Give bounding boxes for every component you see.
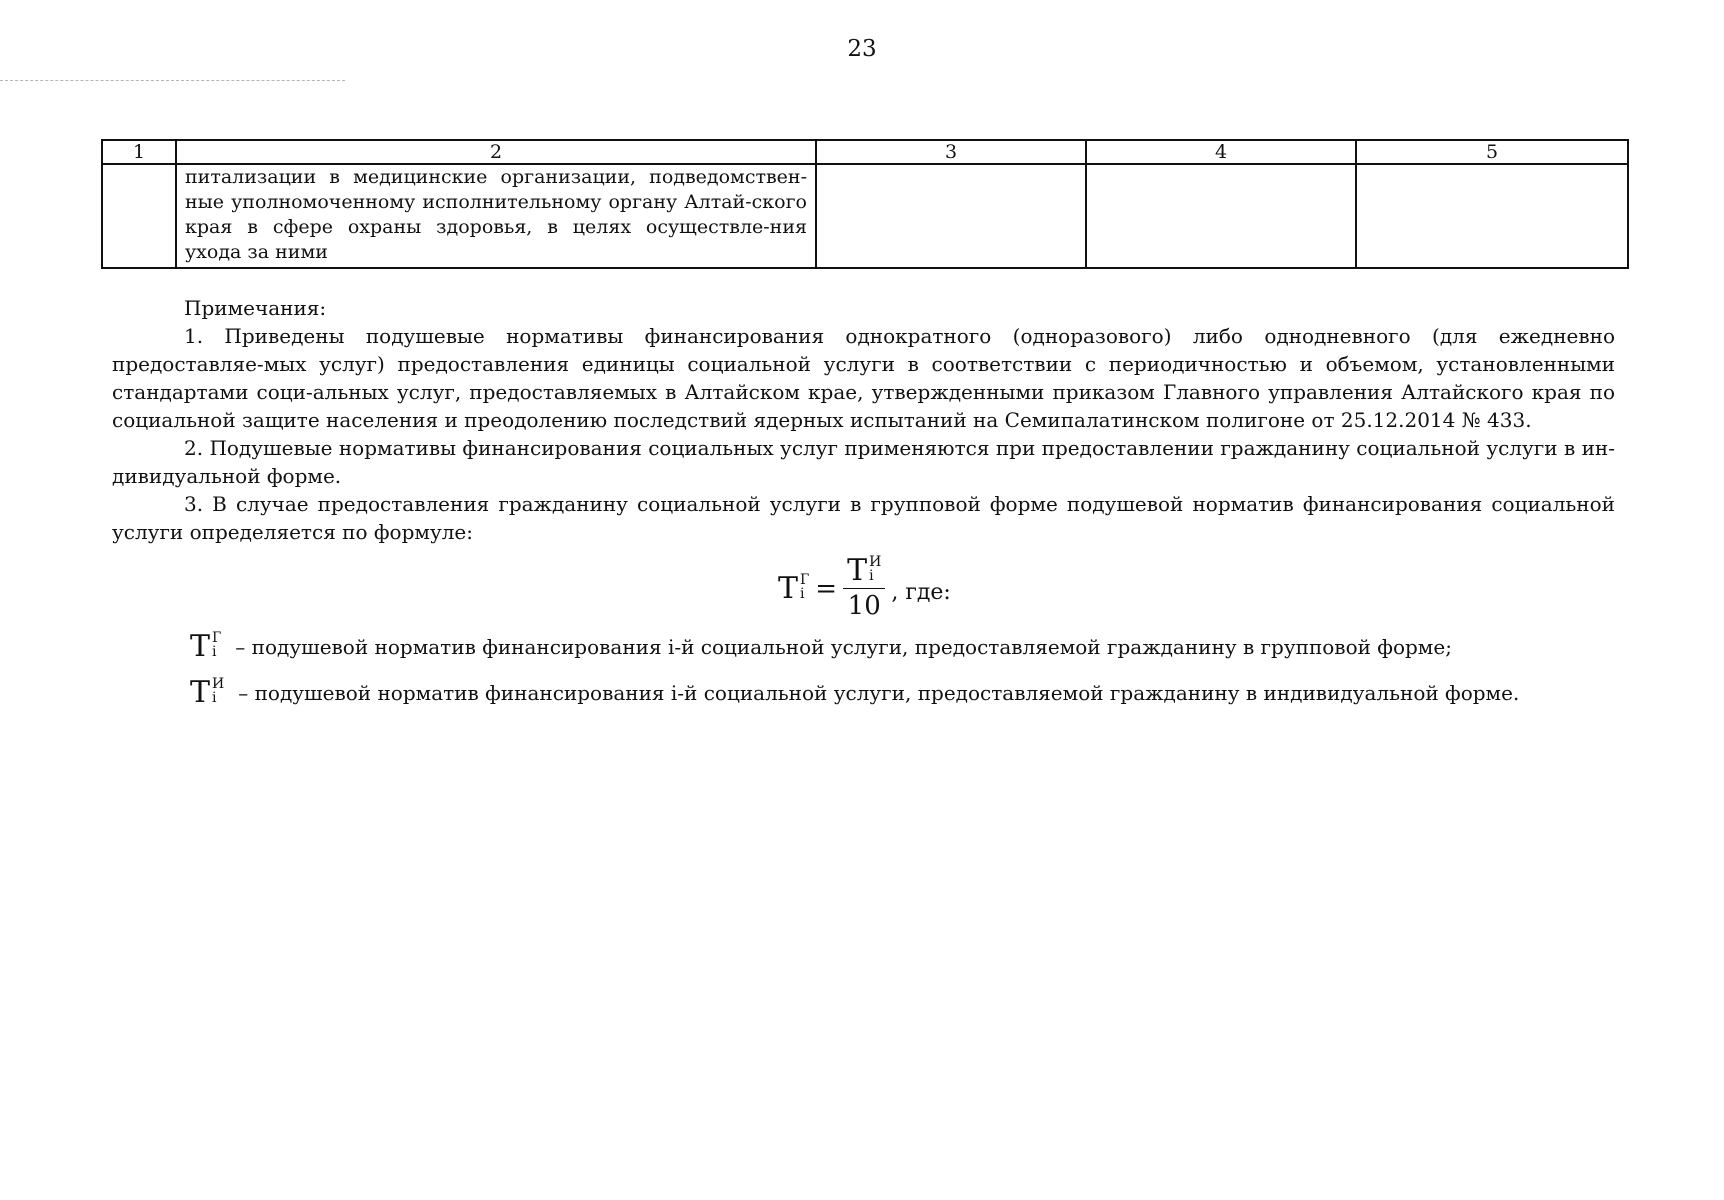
- formula-subscript: i: [800, 585, 805, 602]
- table-cell: [1086, 164, 1356, 268]
- note-item-3: 3. В случае предоставления гражданину социальной услуги в групповой форме подушевой норматив финансирования социальной услуги определяется по формуле:: [112, 492, 1615, 544]
- note-item-1: 1. Приведены подушевые нормативы финансирования однократного (одноразового) либо однодневного (для ежедневно предоставляе-мых услуг) предоставления единицы социальной услуги в соответствии с периодичностью и объемом, установленными стандартами соци-альных услуг, предоставляемых в Алтайском крае, утвержденными приказом Главного управления Алтайского края по социальной защите населения и преодолению последствий ядерных испытаний на Семипалатинском полигоне от 25.12.2014 № 433.: [112, 324, 1615, 432]
- table-cell: [1356, 164, 1628, 268]
- header-divider: [0, 80, 345, 81]
- formula-symbol: Т: [778, 570, 799, 606]
- formula-subscript: i: [869, 568, 874, 584]
- formula: [778, 553, 951, 621]
- table-row: [102, 164, 1628, 268]
- formula-symbol: Т: [847, 553, 868, 588]
- table-cell: [816, 164, 1086, 268]
- formula-denominator: 10: [847, 591, 881, 621]
- table-cell-number: [102, 164, 176, 268]
- legend-symbol-individual: [190, 675, 225, 710]
- formula-subscript: i: [212, 644, 217, 660]
- notes-section: [112, 294, 1615, 546]
- formula-subscript: i: [212, 690, 217, 706]
- table-cell-description: питализации в медицинские организации, подведомствен-ные уполномоченному исполнительному органу Алтай-ского края в сфере охраны здоровья, в целях осуществле-ния ухода за ними: [176, 164, 816, 268]
- table-header-row: [102, 140, 1628, 164]
- table-header-cell: 2: [176, 140, 816, 164]
- table-header-cell: 3: [816, 140, 1086, 164]
- table-header-cell: 4: [1086, 140, 1356, 164]
- formula-equals: =: [815, 573, 838, 604]
- formula-superscript: И: [212, 676, 225, 692]
- legend-text-group: – подушевой норматив финансирования i-й социальной услуги, предоставляемой гражданину в групповой форме;: [235, 635, 1452, 659]
- formula-superscript: Г: [212, 630, 222, 646]
- formula-symbol: Т: [190, 675, 211, 710]
- notes-title: Примечания:: [184, 296, 327, 320]
- formula-symbol: Т: [190, 629, 211, 664]
- formula-superscript: Г: [800, 571, 810, 588]
- table-header-cell: 1: [102, 140, 176, 164]
- table-header-cell: 5: [1356, 140, 1628, 164]
- legend-symbol-group: [190, 629, 222, 664]
- legend-item-individual: [190, 675, 1520, 710]
- note-item-2: 2. Подушевые нормативы финансирования социальных услуг применяются при предоставлении гражданину социальной услуги в ин-дивидуальной форме.: [112, 436, 1615, 488]
- formula-fraction: [843, 553, 885, 621]
- page-number: 23: [847, 36, 877, 62]
- legend-item-group: [190, 629, 1452, 664]
- formula-numerator: [843, 553, 885, 589]
- continuation-table: [101, 139, 1629, 269]
- formula-lhs: [778, 570, 810, 606]
- formula-where: , где:: [891, 580, 951, 605]
- formula-superscript: И: [869, 554, 882, 570]
- legend-text-individual: – подушевой норматив финансирования i-й социальной услуги, предоставляемой гражданину в индивидуальной форме.: [238, 681, 1520, 705]
